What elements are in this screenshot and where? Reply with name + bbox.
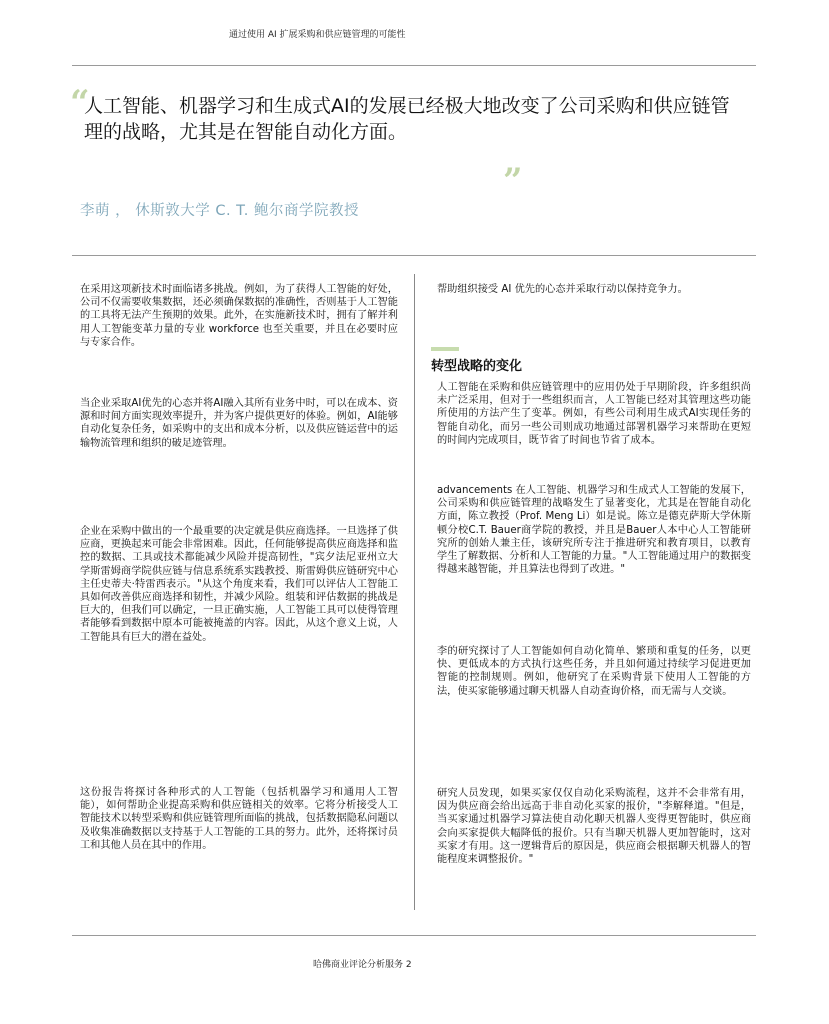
left-paragraph-3: 企业在采购中做出的一个最重要的决定就是供应商选择。一旦选择了供应商，更换起来可能会非常困难。因此，任何能够提高供应商选择和监控的数据、工具或技术都能减少风险并提高韧性，"宾夕法尼亚州立大学斯雷姆商学院供应链与信息系统系实践教授、斯雷姆供应链研究中心主任史蒂夫·特雷西表示。"从这个角度来看，我们可以评估人工智能工具如何改善供应商选择和韧性，并减少风险。组装和评估数据的挑战是巨大的，但我们可以确定，一旦正确实施，人工智能工具可以使得管理者能够看到数据中原本可能被掩盖的内容。因此，从这个意义上说，人工智能具有巨大的潜在益处。: [80, 526, 398, 643]
open-quote-icon: “: [70, 83, 90, 123]
right-paragraph-2: 人工智能在采购和供应链管理中的应用仍处于早期阶段，许多组织尚未广泛采用，但对于一些组织而言，人工智能已经对其管理这些功能所使用的方法产生了变革。例如，有些公司利用生成式AI实现任务的智能自动化，而另一些公司则成功地通过部署机器学习来帮助在更短的时间内完成项目，既节省了时间也节省了成本。: [437, 382, 751, 446]
left-paragraph-2: 当企业采取AI优先的心态并将AI融入其所有业务中时，可以在成本、资源和时间方面实现效率提升，并为客户提供更好的体验。例如，AI能够自动化复杂任务，如采购中的支出和成本分析，以及供应链运营中的运输物流管理和组织的破足迹管理。: [80, 398, 398, 449]
running-header: 通过使用 AI 扩展采购和供应链管理的可能性: [229, 30, 406, 40]
right-paragraph-1: 帮助组织接受 AI 优先的心态并采取行动以保持竞争力。: [437, 284, 688, 295]
section-accent-bar: [431, 347, 459, 351]
close-quote-icon: ”: [503, 161, 523, 201]
right-paragraph-5: 研究人员发现，如果买家仅仅自动化采购流程，这并不会非常有用，因为供应商会给出远高于非自动化买家的报价，"李解释道。"但是，当买家通过机器学习算法使自动化聊天机器人变得更智能时，供应商会向买家提供大幅降低的报价。只有当聊天机器人更加智能时，这对买家才有用。这一逻辑背后的原因是，供应商会根据聊天机器人的智能程度来调整报价。": [437, 788, 751, 866]
left-paragraph-4: 这份报告将探讨各种形式的人工智能（包括机器学习和通用人工智能），如何帮助企业提高采购和供应链相关的效率。它将分析接受人工智能技术以转型采购和供应链管理所面临的挑战，包括数据隐私问题以及收集准确数据以支持基于人工智能的工具的努力。此外，还将探讨员工和其他人员在其中的作用。: [80, 787, 398, 851]
left-paragraph-1: 在采用这项新技术时面临诸多挑战。例如，为了获得人工智能的好处，公司不仅需要收集数据，还必须确保数据的准确性，否则基于人工智能的工具将无法产生预期的效果。此外，在实施新技术时，拥有了解并利用人工智能变革力量的专业 workforce 也至关重要，并且在必要时应与专家合作。: [80, 284, 398, 348]
footer-divider: [72, 935, 756, 936]
header-divider: [72, 65, 756, 66]
section-heading: 转型战略的变化: [431, 359, 523, 374]
column-divider: [414, 274, 415, 910]
pullquote-divider: [72, 255, 756, 256]
right-paragraph-3: advancements 在人工智能、机器学习和生成式人工智能的发展下，公司采购和供应链管理的战略发生了显著变化，尤其是在智能自动化方面，陈立教授（Prof. Meng Li）如是说。陈立是德克萨斯大学休斯顿分校C.T. Bauer商学院的教授，并且是Bauer人本中心人工智能研究所的创始人兼主任，该研究所专注于推进研究和教育项目，以教育学生了解数据、分析和人工智能的力量。"人工智能通过用户的数据变得越来越智能，并且算法也得到了改进。": [437, 485, 751, 576]
page-footer: 哈佛商业评论分析服务 2: [313, 960, 412, 970]
quote-attribution: 李萌 ， 休斯敦大学 C. T. 鲍尔商学院教授: [80, 203, 360, 219]
pull-quote: 人工智能、机器学习和生成式AI的发展已经极大地改变了公司采购和供应链管理的战略，尤其是在智能自动化方面。: [84, 95, 730, 143]
right-paragraph-4: 李的研究探讨了人工智能如何自动化简单、繁琐和重复的任务，以更快、更低成本的方式执行这些任务，并且如何通过持续学习促进更加智能的控制规则。例如，他研究了在采购背景下使用人工智能的方法，使买家能够通过聊天机器人自动查询价格，而无需与人交谈。: [437, 646, 751, 697]
